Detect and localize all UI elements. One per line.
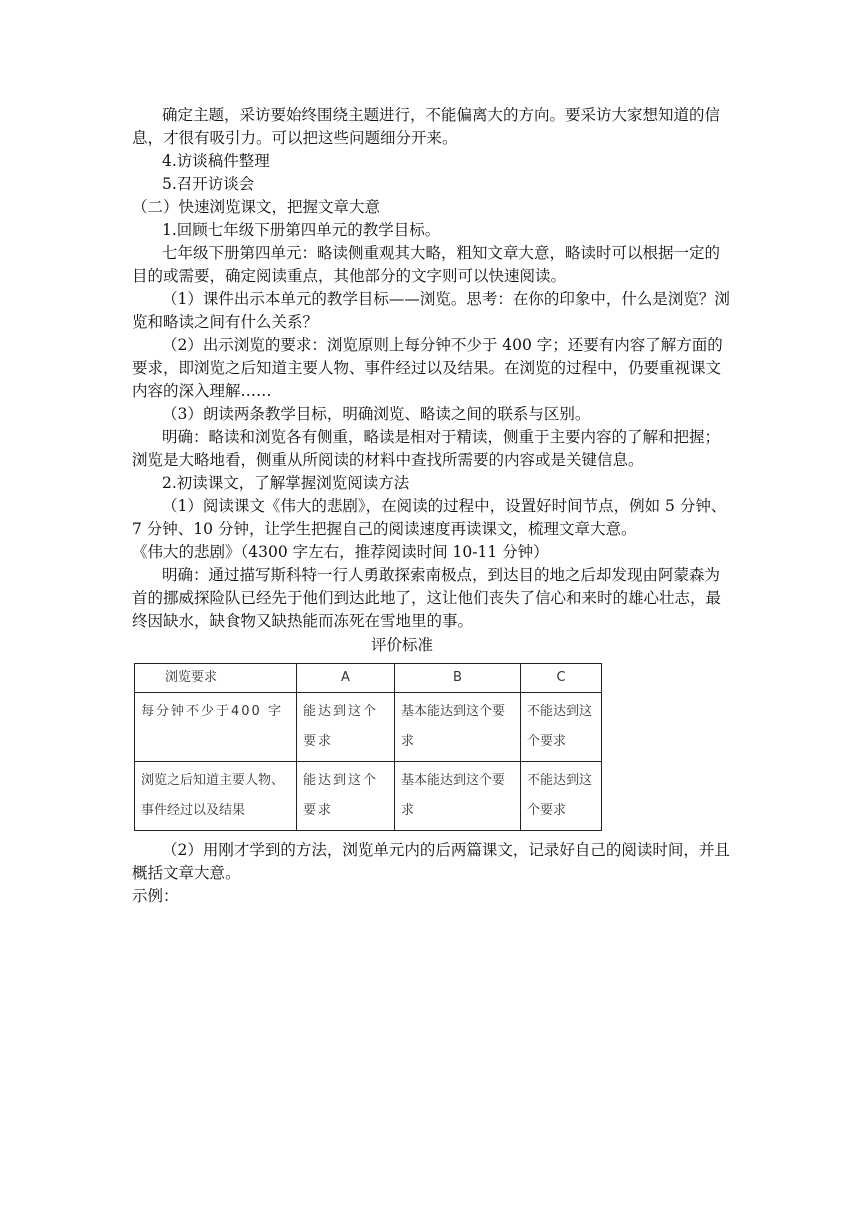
table-row	[135, 762, 602, 831]
table-header-cell: C	[521, 664, 602, 693]
paragraph-text-info: 《伟大的悲剧》（4300 字左右，推荐阅读时间 10-11 分钟）	[132, 543, 549, 561]
table-cell: 浏览之后知道主要人物、事件经过以及结果	[135, 762, 297, 831]
table-cell: 不能达到这个要求	[521, 693, 602, 762]
table-cell: 能达到这个要求	[297, 762, 395, 831]
table-cell: 不能达到这个要求	[521, 762, 602, 831]
table-cell: 基本能达到这个要求	[395, 693, 521, 762]
paragraph-clarify-1: 明确：略读和浏览各有侧重，略读是相对于精读，侧重于主要内容的了解和把握；浏览是大略地看，侧重从所阅读的材料中查找所需要的内容或是关键信息。	[132, 428, 721, 469]
table-header-cell: B	[395, 664, 521, 693]
evaluation-table	[134, 663, 602, 831]
paragraph-clarify-2: 明确：通过描写斯科特一行人勇敢探索南极点，到达目的地之后却发现由阿蒙森为首的挪威探险队已经先于他们到达此地了，这让他们丧失了信心和来时的雄心壮志，最终因缺水，缺食物又缺热能而冻死在雪地里的事。	[132, 566, 722, 630]
paragraph-item-1: （1）课件出示本单元的教学目标——浏览。思考：在你的印象中，什么是浏览？浏览和略读之间有什么关系？	[132, 290, 730, 331]
paragraph-item-2: （2）出示浏览的要求：浏览原则上每分钟不少于 400 字；还要有内容了解方面的要求，即浏览之后知道主要人物、事件经过以及结果。在浏览的过程中，仍要重视课文内容的深入理解……	[132, 336, 723, 400]
step-4: 4.访谈稿件整理	[162, 152, 270, 170]
table-cell: 每分钟不少于400 字	[135, 693, 297, 762]
subsection-2: 2.初读课文，了解掌握浏览阅读方法	[162, 474, 410, 492]
subsection-1: 1.回顾七年级下册第四单元的教学目标。	[162, 221, 441, 239]
section-heading: （二）快速浏览课文，把握文章大意	[132, 198, 381, 216]
table-row	[135, 693, 602, 762]
paragraph-topic: 确定主题，采访要始终围绕主题进行，不能偏离大的方向。要采访大家想知道的信息，才很有吸引力。可以把这些问题细分开来。	[132, 106, 721, 147]
paragraph-item-3: （3）朗读两条教学目标，明确浏览、略读之间的联系与区别。	[162, 405, 591, 423]
example-label: 示例：	[132, 887, 179, 905]
paragraph-item-2b: （2）用刚才学到的方法，浏览单元内的后两篇课文，记录好自己的阅读时间，并且概括文章大意。	[132, 841, 730, 882]
paragraph-read-text: （1）阅读课文《伟大的悲剧》，在阅读的过程中，设置好时间节点，例如 5 分钟、7 分钟、10 分钟，让学生把握自己的阅读速度再读课文，梳理文章大意。	[132, 497, 727, 538]
table-cell: 基本能达到这个要求	[395, 762, 521, 831]
table-cell: 能达到这个要求	[297, 693, 395, 762]
table-header-cell: A	[297, 664, 395, 693]
step-5: 5.召开访谈会	[162, 175, 255, 193]
table-caption: 评价标准	[370, 636, 433, 654]
table-header-cell: 浏览要求	[135, 664, 297, 693]
table-header-row	[135, 664, 602, 693]
document-body	[132, 104, 732, 908]
paragraph-unit-goal: 七年级下册第四单元：略读侧重观其大略，粗知文章大意，略读时可以根据一定的目的或需要，确定阅读重点，其他部分的文字则可以快速阅读。	[132, 244, 721, 285]
